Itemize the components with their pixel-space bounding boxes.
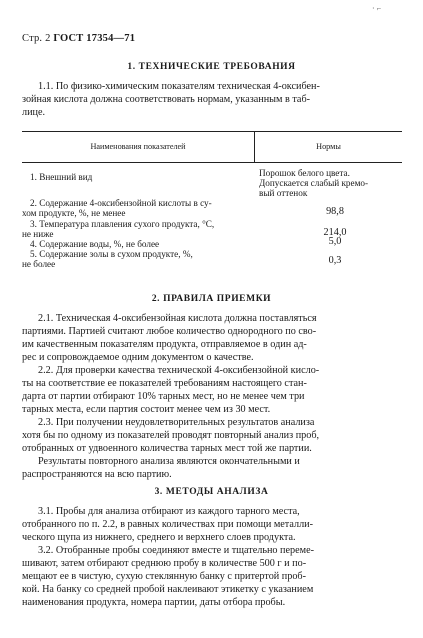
paragraph-2-1: 2.1. Техническая 4-оксибензойная кислота должна поставляться партиями. Партией считают любое количество однородного по сво- им качественным показателям продукта, отправляемое в один ад- рес и сопровождаемое одним документом о качестве. — [22, 313, 317, 363]
page-number: Стр. 2 — [22, 33, 51, 44]
table-row-2-norm: 98,8 — [326, 206, 344, 217]
table-row-1-norm: Порошок белого цвета. Допускается слабый кремо- вый оттенок — [259, 168, 369, 198]
table-row-2-name: 2. Содержание 4-оксибензойной кислоты в су- хом продукте, %, не менее — [22, 198, 212, 218]
section-1-title: 1. ТЕХНИЧЕСКИЕ ТРЕБОВАНИЯ — [127, 62, 296, 72]
table-row-3-name: 3. Температура плавления сухого продукта, °С, не ниже — [22, 219, 215, 239]
table-header-norm: Нормы — [316, 142, 341, 151]
table-row-3-norm: 214,0 — [323, 227, 347, 238]
page-header — [22, 33, 135, 44]
paragraph-1-1: 1.1. По физико-химическим показателям техническая 4-оксибен- зойная кислота должна соответствовать нормам, указанным в таб- лице. — [22, 81, 320, 118]
paragraph-3-2: 3.2. Отобранные пробы соединяют вместе и тщательно переме- шивают, затем отбирают среднюю пробу в количестве 500 г и по- мещают ее в чистую, сухую стеклянную банку с притертой проб- кой. На банку со средней пробой наклеивают этикетку с указанием наименования продукта, номера партии, даты отбора пробы. — [22, 545, 315, 608]
paragraph-3-1: 3.1. Пробы для анализа отбирают из каждого тарного места, отобранного по п. 2.2, в равных количествах при помощи металли- ческого щупа из нижнего, среднего и верхнего слоев продукта. — [22, 506, 314, 543]
section-3-title: 3. МЕТОДЫ АНАЛИЗА — [154, 487, 269, 497]
table-header-rule — [22, 162, 402, 163]
table-row-5-name: 5. Содержание золы в сухом продукте, %, не более — [22, 249, 193, 269]
table-row-5-norm: 0,3 — [328, 255, 342, 266]
table-header-name: Наименования показателей — [90, 142, 186, 151]
requirements-table — [22, 131, 402, 270]
paragraph-2-3: 2.3. При получении неудовлетворительных результатов анализа хотя бы по одному из показателей проводят повторный анализ проб, отобранных от удвоенного количества тарных мест той же партии. Результаты повторного анализа являются окончательными и распространяются на всю партию. — [22, 417, 320, 480]
table-row-4-norm: 5,0 — [328, 236, 342, 247]
table-top-rule — [22, 131, 402, 132]
scan-mark: · ⌐ — [372, 4, 382, 13]
section-2-title: 2. ПРАВИЛА ПРИЕМКИ — [151, 294, 272, 304]
table-row-4-name: 4. Содержание воды, %, не более — [30, 239, 160, 249]
paragraph-2-2: 2.2. Для проверки качества технической 4-оксибензойной кисло- ты на соответствие ее показателей требованиям настоящего стан- дарта от партии отбирают 10% тарных мест, но не менее чем три тарных места, если партия состоит менее чем из 30 мест. — [22, 365, 320, 415]
table-row-1-name: 1. Внешний вид — [30, 172, 93, 182]
standard-number: ГОСТ 17354—71 — [53, 33, 136, 44]
